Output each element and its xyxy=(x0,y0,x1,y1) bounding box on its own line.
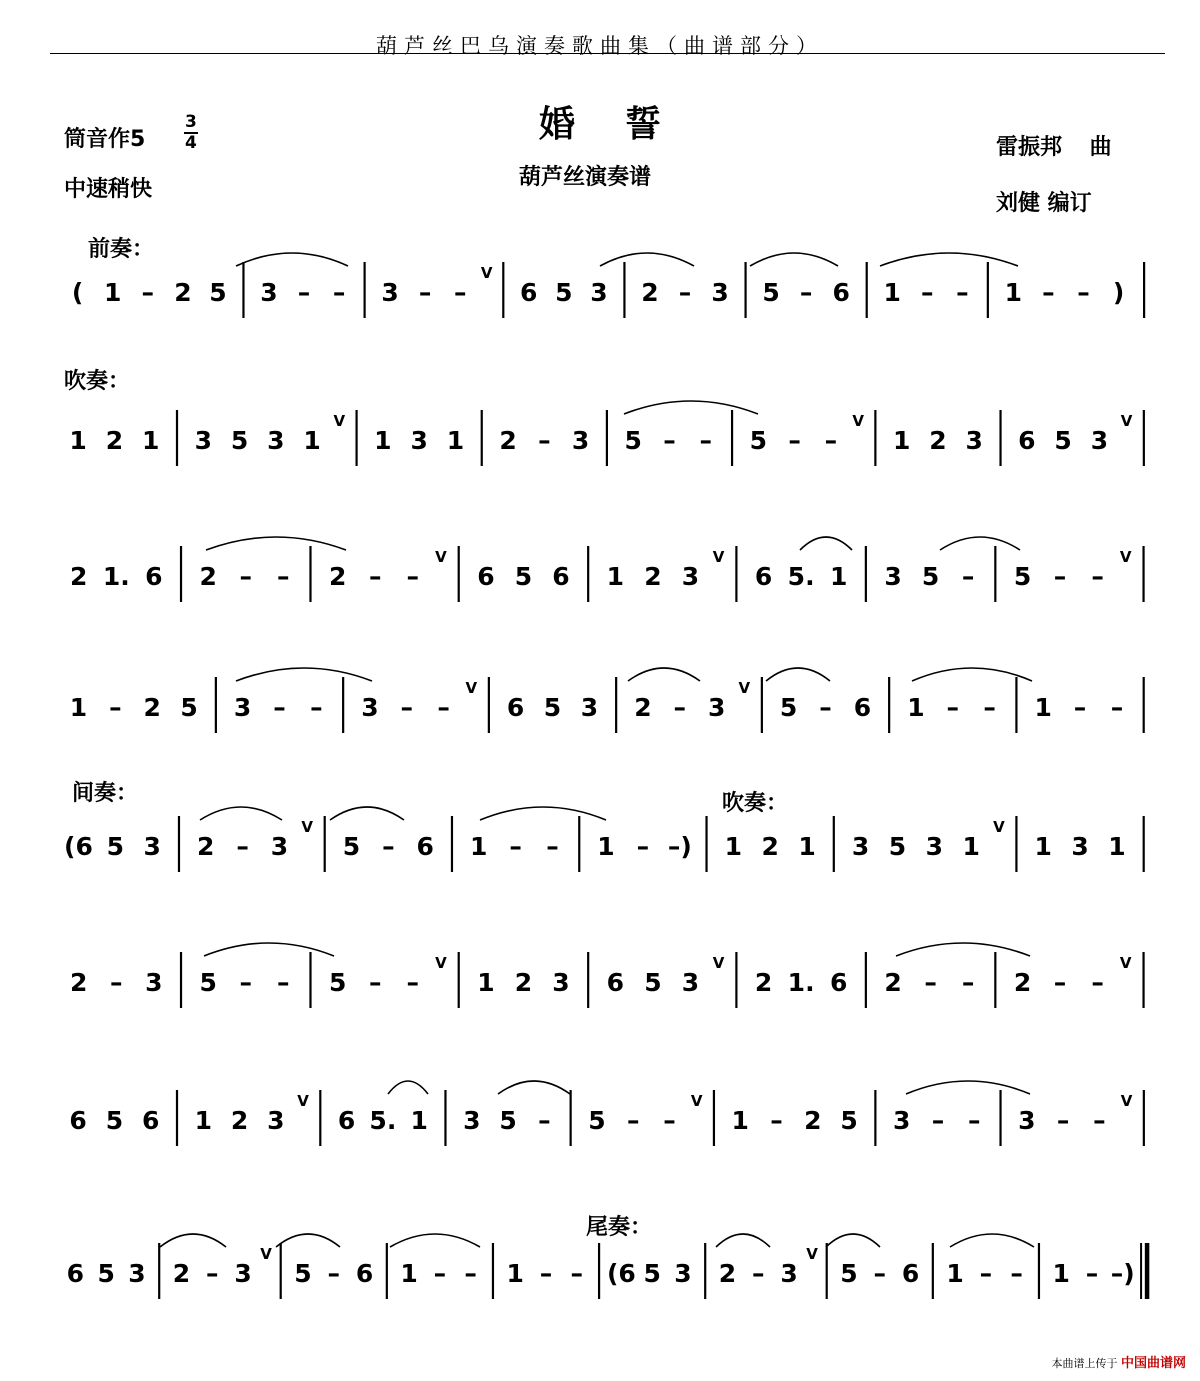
note: 1 xyxy=(506,1259,524,1288)
note: 2 xyxy=(230,1106,249,1135)
dash: – xyxy=(110,968,123,997)
note: 1 xyxy=(410,1106,428,1135)
dash: – xyxy=(1053,562,1067,591)
breath-mark: V xyxy=(712,548,725,566)
note: 2 xyxy=(754,968,773,997)
note: 1 xyxy=(724,832,742,861)
note: 3 xyxy=(580,693,599,722)
note: 5 xyxy=(762,278,780,307)
note: 6 xyxy=(355,1259,374,1288)
slur xyxy=(880,253,1018,266)
dash: – xyxy=(368,968,382,997)
note: 2 xyxy=(514,968,533,997)
note: 2 xyxy=(1013,968,1032,997)
note: 5 xyxy=(543,693,562,722)
dash: – xyxy=(1077,278,1090,307)
dash: – xyxy=(406,562,419,591)
note: 3 xyxy=(361,693,379,722)
slur xyxy=(236,668,372,681)
note: 3 xyxy=(233,693,252,722)
dash: – xyxy=(332,278,346,307)
dash: – xyxy=(509,832,522,861)
editor-credit: 刘健 编订 xyxy=(996,191,1092,216)
note: 2 xyxy=(328,562,347,591)
note: 5. xyxy=(369,1106,397,1135)
dash: – xyxy=(979,1259,993,1288)
note: 5 xyxy=(643,1259,661,1288)
section-label-blow-repeat: 吹奏： xyxy=(722,791,789,816)
note: 3 xyxy=(267,426,285,455)
note: 2 xyxy=(174,278,192,307)
section-label-outro: 尾奏： xyxy=(586,1215,653,1240)
slur xyxy=(826,1234,880,1247)
note: 3 xyxy=(552,968,570,997)
time-signature-bottom: 4 xyxy=(185,133,197,153)
time-signature-top: 3 xyxy=(185,112,197,132)
note: 6 xyxy=(754,562,773,591)
breath-mark: V xyxy=(806,1245,818,1263)
dash: – xyxy=(368,562,382,591)
note: 3 xyxy=(143,832,161,861)
dash: – xyxy=(799,278,813,307)
note: 1 xyxy=(141,426,160,455)
note: 3 xyxy=(267,1106,285,1135)
dash: – xyxy=(819,693,832,722)
note: 1 xyxy=(374,426,392,455)
slur xyxy=(912,668,1032,681)
slur xyxy=(480,807,606,820)
note: 5 xyxy=(328,968,347,997)
note: 1 xyxy=(1108,832,1126,861)
note: –) xyxy=(667,832,692,861)
slur xyxy=(896,943,1030,956)
breath-mark: V xyxy=(1119,954,1132,972)
slur xyxy=(236,253,348,266)
note: 6 xyxy=(1018,426,1036,455)
note: 5 xyxy=(97,1259,115,1288)
note: 5 xyxy=(624,426,642,455)
breath-mark: V xyxy=(435,954,447,972)
note: 5 xyxy=(499,1106,517,1135)
note: 1 xyxy=(907,693,925,722)
dash: – xyxy=(1085,1259,1099,1288)
note: 2 xyxy=(143,693,161,722)
dash: – xyxy=(1010,1259,1023,1288)
slur xyxy=(766,668,830,681)
dash: – xyxy=(983,693,996,722)
note: 2 xyxy=(172,1259,191,1288)
collection-header: 葫芦丝巴乌演奏歌曲集（曲谱部分） xyxy=(376,34,824,58)
dash: – xyxy=(699,426,713,455)
note: 3 xyxy=(410,426,428,455)
note: 5 xyxy=(588,1106,606,1135)
note: 2 xyxy=(199,562,217,591)
note: 3 xyxy=(707,693,726,722)
dash: – xyxy=(539,1259,553,1288)
slur xyxy=(388,1081,428,1094)
dash: – xyxy=(752,1259,765,1288)
note: 3 xyxy=(1090,426,1109,455)
note: 3 xyxy=(571,426,590,455)
dash: – xyxy=(277,562,290,591)
dash: – xyxy=(239,562,253,591)
note: 6 xyxy=(829,968,848,997)
note: 1 xyxy=(400,1259,418,1288)
dash: – xyxy=(967,1106,981,1135)
dash: – xyxy=(277,968,290,997)
note: 1 xyxy=(892,426,911,455)
note: 3 xyxy=(681,968,700,997)
note: 3 xyxy=(965,426,983,455)
note: 3 xyxy=(681,562,700,591)
dash: – xyxy=(310,693,323,722)
dash: – xyxy=(236,832,249,861)
dash: – xyxy=(1056,1106,1070,1135)
note: 2 xyxy=(70,562,88,591)
note: 6 xyxy=(520,278,538,307)
note: 3 xyxy=(884,562,902,591)
breath-mark: V xyxy=(480,264,493,282)
note: 1 xyxy=(69,693,88,722)
slur xyxy=(390,1234,480,1247)
breath-mark: V xyxy=(993,818,1005,836)
breath-mark: V xyxy=(260,1245,272,1263)
note: 1 xyxy=(962,832,980,861)
dash: – xyxy=(663,1106,676,1135)
note: 1 xyxy=(194,1106,213,1135)
note: 1 xyxy=(446,426,465,455)
note: 3 xyxy=(892,1106,911,1135)
note: 6 xyxy=(606,968,625,997)
section-label-prelude: 前奏： xyxy=(88,237,155,262)
note: 2 xyxy=(641,278,659,307)
note: 2 xyxy=(499,426,517,455)
dash: – xyxy=(239,968,253,997)
dash: – xyxy=(538,1106,551,1135)
note: 6 xyxy=(832,278,850,307)
note: 3 xyxy=(260,278,278,307)
note: 3 xyxy=(1071,832,1089,861)
dash: – xyxy=(788,426,801,455)
slur xyxy=(276,1234,340,1247)
note: 6 xyxy=(69,1106,87,1135)
dash: – xyxy=(1110,693,1124,722)
note: 1 xyxy=(303,426,321,455)
note: 1 xyxy=(1034,832,1052,861)
dash: – xyxy=(433,1259,447,1288)
breath-mark: V xyxy=(333,412,346,430)
dash: – xyxy=(673,693,687,722)
note: 3 xyxy=(851,832,870,861)
footer-credit xyxy=(1051,1352,1186,1371)
note: 3 xyxy=(381,278,399,307)
note: 5 xyxy=(888,832,907,861)
dash: – xyxy=(400,693,414,722)
note: 5 xyxy=(840,1106,858,1135)
slur xyxy=(950,1234,1034,1247)
dash: – xyxy=(406,968,419,997)
note: 6 xyxy=(145,562,163,591)
note: 1 xyxy=(1034,693,1052,722)
slur xyxy=(204,943,334,956)
dash: – xyxy=(636,832,650,861)
note: 5 xyxy=(1013,562,1032,591)
dash: – xyxy=(538,426,551,455)
footer-brand: 中国曲谱网 xyxy=(1120,1356,1186,1371)
dash: – xyxy=(946,693,960,722)
note: 1 xyxy=(69,426,87,455)
note: 3 xyxy=(194,426,213,455)
note: 1 xyxy=(103,278,122,307)
note: 5 xyxy=(106,832,125,861)
breath-mark: V xyxy=(1120,412,1133,430)
breath-mark: V xyxy=(465,679,478,697)
slur xyxy=(206,537,346,550)
slur xyxy=(498,1081,570,1094)
dash: – xyxy=(1093,1106,1106,1135)
note: 1 xyxy=(1052,1259,1070,1288)
section-label-blow: 吹奏： xyxy=(64,369,131,394)
note: 5 xyxy=(209,278,227,307)
note: 6 xyxy=(853,693,872,722)
dash: – xyxy=(206,1259,219,1288)
dash: – xyxy=(109,693,122,722)
breath-mark: V xyxy=(712,954,725,972)
slur xyxy=(940,537,1020,550)
note: 1 xyxy=(606,562,625,591)
note: 5 xyxy=(105,1106,124,1135)
breath-mark: V xyxy=(435,548,447,566)
note: 6 xyxy=(477,562,495,591)
note: 6 xyxy=(901,1259,920,1288)
note: 5 xyxy=(294,1259,312,1288)
song-subtitle: 葫芦丝演奏谱 xyxy=(518,165,651,190)
note: 3 xyxy=(1018,1106,1036,1135)
slur xyxy=(716,1234,770,1247)
note: (6 xyxy=(64,832,93,861)
dash: – xyxy=(956,278,969,307)
note: 5 xyxy=(180,693,198,722)
note: 3 xyxy=(128,1259,146,1288)
note: 1. xyxy=(102,562,130,591)
note: 1 xyxy=(731,1106,749,1135)
breath-mark: V xyxy=(690,1092,703,1110)
note: 2 xyxy=(804,1106,822,1135)
dash: – xyxy=(770,1106,783,1135)
note: (6 xyxy=(606,1259,636,1288)
note: 5 xyxy=(749,426,768,455)
dash: – xyxy=(663,426,676,455)
breath-mark: V xyxy=(301,818,313,836)
dash: – xyxy=(824,426,838,455)
note: 1. xyxy=(787,968,815,997)
note: 2 xyxy=(718,1259,737,1288)
slur xyxy=(600,253,694,266)
note: 2 xyxy=(644,562,662,591)
note: 5 xyxy=(514,562,533,591)
dash: – xyxy=(273,693,286,722)
dash: – xyxy=(546,832,559,861)
dash: – xyxy=(297,278,311,307)
note: 6 xyxy=(66,1259,85,1288)
note: 2 xyxy=(884,968,902,997)
dash: – xyxy=(1073,693,1087,722)
tempo-marking: 中速稍快 xyxy=(64,177,153,202)
note: 2 xyxy=(929,426,947,455)
dash: – xyxy=(626,1106,640,1135)
note: 1 xyxy=(829,562,848,591)
composer-credit: 雷振邦 曲 xyxy=(996,135,1112,160)
note: –) xyxy=(1110,1259,1135,1288)
note: 1 xyxy=(883,278,901,307)
breath-mark: V xyxy=(1119,548,1132,566)
note: 5 xyxy=(779,693,798,722)
note: 5 xyxy=(1054,426,1072,455)
footer-text: 本曲谱上传于 xyxy=(1051,1357,1118,1370)
note: 1 xyxy=(477,968,495,997)
dash: – xyxy=(464,1259,477,1288)
dash: – xyxy=(570,1259,584,1288)
dash: – xyxy=(454,278,467,307)
note: 2 xyxy=(70,968,88,997)
dash: – xyxy=(141,278,155,307)
slur xyxy=(200,807,282,820)
note: 3 xyxy=(463,1106,481,1135)
slur xyxy=(624,401,758,414)
section-label-interlude: 间奏： xyxy=(72,781,139,806)
note: 5 xyxy=(921,562,940,591)
note: 1 xyxy=(946,1259,964,1288)
slur xyxy=(750,253,838,266)
note: 6 xyxy=(552,562,570,591)
note: 6 xyxy=(506,693,525,722)
dash: – xyxy=(931,1106,945,1135)
dash: – xyxy=(1091,968,1104,997)
dash: – xyxy=(327,1259,341,1288)
note: 1 xyxy=(1004,278,1023,307)
slur xyxy=(160,1234,226,1247)
note: 2 xyxy=(105,426,124,455)
note: 1 xyxy=(597,832,615,861)
note: 3 xyxy=(711,278,729,307)
dash: – xyxy=(873,1259,887,1288)
note: 3 xyxy=(590,278,608,307)
note: 2 xyxy=(634,693,652,722)
dash: – xyxy=(678,278,692,307)
dash: – xyxy=(961,562,975,591)
breath-mark: V xyxy=(738,679,751,697)
note: 5 xyxy=(644,968,662,997)
note: ( xyxy=(71,278,84,307)
note: 3 xyxy=(674,1259,692,1288)
note: 5 xyxy=(840,1259,858,1288)
dash: – xyxy=(382,832,395,861)
breath-mark: V xyxy=(297,1092,309,1110)
note: 1 xyxy=(470,832,488,861)
note: 3 xyxy=(234,1259,252,1288)
dash: – xyxy=(418,278,432,307)
dash: – xyxy=(1091,562,1104,591)
note: 3 xyxy=(145,968,163,997)
dash: – xyxy=(924,968,937,997)
note: 5 xyxy=(555,278,573,307)
note: 5 xyxy=(199,968,217,997)
slur xyxy=(800,537,852,550)
note: 2 xyxy=(761,832,779,861)
dash: – xyxy=(1053,968,1067,997)
note: 5. xyxy=(787,562,815,591)
note: 3 xyxy=(925,832,944,861)
note: 3 xyxy=(780,1259,798,1288)
note: 3 xyxy=(270,832,289,861)
note: ) xyxy=(1112,278,1125,307)
song-title: 婚誓 xyxy=(538,103,711,145)
dash: – xyxy=(961,968,975,997)
note: 1 xyxy=(798,832,816,861)
note: 6 xyxy=(141,1106,160,1135)
slur xyxy=(906,1081,1030,1094)
dash: – xyxy=(1042,278,1055,307)
slur xyxy=(628,668,700,681)
note: 5 xyxy=(230,426,249,455)
dash: – xyxy=(437,693,450,722)
note: 5 xyxy=(342,832,361,861)
key-signature: 筒音作5 xyxy=(64,127,146,152)
breath-mark: V xyxy=(1120,1092,1133,1110)
slur xyxy=(330,807,404,820)
note: 2 xyxy=(197,832,215,861)
note: 6 xyxy=(416,832,434,861)
note: 6 xyxy=(337,1106,356,1135)
breath-mark: V xyxy=(852,412,864,430)
dash: – xyxy=(921,278,934,307)
